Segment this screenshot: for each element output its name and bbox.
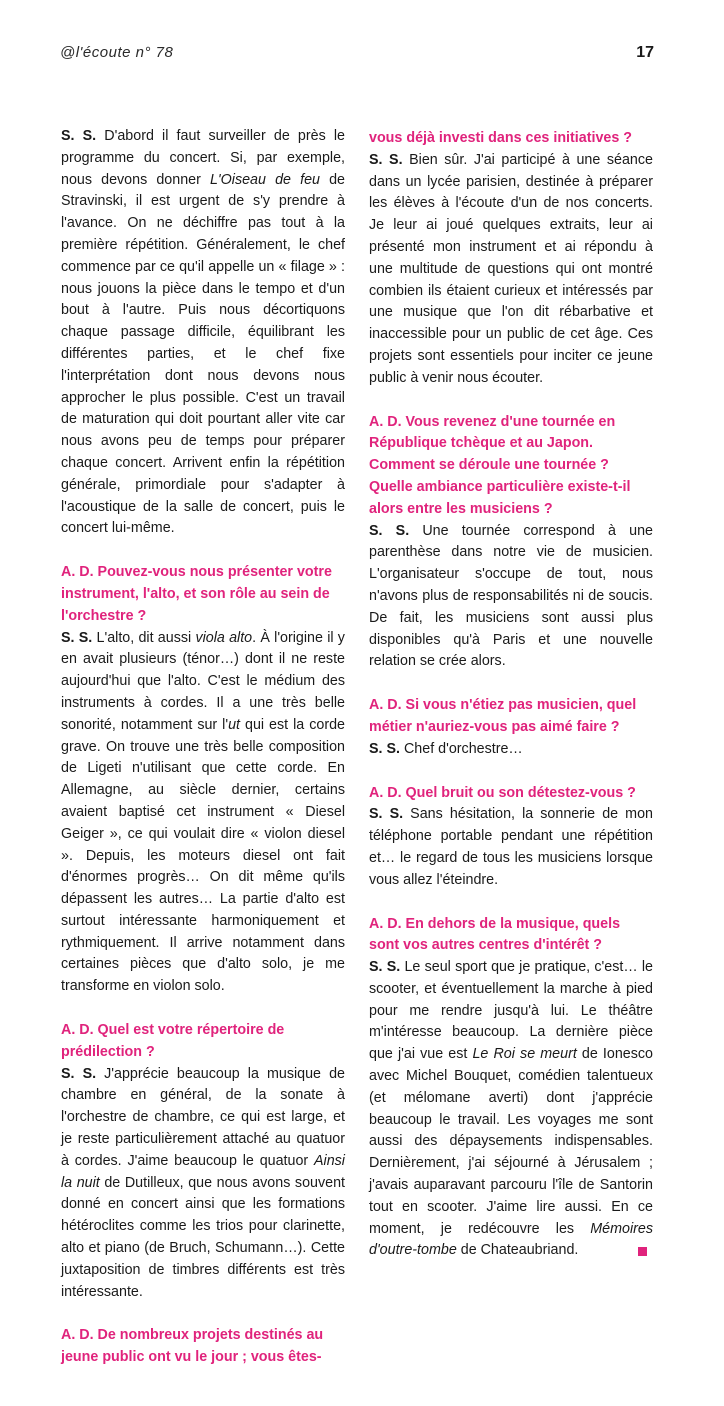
page-number: 17	[636, 44, 654, 61]
answer-2: S. S. L'alto, dit aussi viola alto. À l'origine il y en avait plusieurs (ténor…) dont il ne reste aujourd'hui que l'alto. C'est le médium des instruments à cordes. Il a une très belle sonorité, notamment sur l'ut qui est la corde grave. On trouve une très belle composition de Ligeti n'utilisant que cette corde. En Allemagne, au siècle dernier, certains avaient baptisé cet instrument « Diesel Geiger », ce qui voulait dire « violon diesel ». Depuis, les moteurs diesel ont fait d'énormes progrès… On dit même qu'ils dépassent les autres… La partie d'alto est surtout intéressante harmoniquement et rythmiquement. Il arrive notamment dans certaines pièces que d'alto solo, je me transforme en violon solo.	[61, 629, 345, 995]
speaker-label: S. S.	[61, 629, 93, 646]
speaker-label: S. S.	[369, 740, 400, 757]
answer-4: S. S. Bien sûr. J'ai participé à une séance dans un lycée parisien, destinée à préparer les élèves à l'écoute d'un de nos concerts. Je leur ai joué quelques extraits, leur ai présenté mon instrument et ai répondu à une multitude de questions qui ont montré combien ils étaient curieux et intéressés par une musique que l'on dit rébarbative et inaccessible pour un public de cet âge. Ces projets sont essentiels pour inciter ce jeune public à venir nous écouter.	[369, 151, 653, 386]
speaker-label: S. S.	[369, 522, 410, 539]
speaker-label: S. S.	[61, 1065, 97, 1082]
speaker-label: S. S.	[369, 959, 401, 976]
question-7: A. D. Quel bruit ou son détestez-vous ?	[369, 784, 636, 801]
question-5: A. D. Vous revenez d'une tournée en République tchèque et au Japon. Comment se déroule une tournée ? Quelle ambiance particulière existe-t-il alors entre les musiciens ?	[369, 413, 631, 517]
speaker-label: S. S.	[369, 806, 404, 823]
left-column	[61, 126, 345, 1369]
question-4: A. D. De nombreux projets destinés au jeune public ont vu le jour ; vous êtes-	[61, 1327, 324, 1366]
question-8: A. D. En dehors de la musique, quels sont vos autres centres d'intérêt ?	[369, 915, 621, 954]
question-6: A. D. Si vous n'étiez pas musicien, quel métier n'auriez-vous pas aimé faire ?	[369, 697, 637, 735]
answer-1: S. S. D'abord il faut surveiller de près le programme du concert. Si, par exemple, nous devons donner L'Oiseau de feu de Stravinski, il est urgent de s'y prendre à l'avance. On ne déchiffre pas tout à la première répétition. Généralement, le chef commence par ce qu'il appelle un « filage » : nous jouons la pièce dans le tempo et d'un bout à l'autre. Puis nous décortiquons chaque passage difficile, équilibrant les différentes parties, et le chef fixe l'interprétation dont nous devons nous approcher le plus possible. C'est un travail de maturation qui doit pourtant aller vite car nous avons peu de temps pour préparer chaque concert. Arrivent enfin la répétition générale, primordiale pour s'adapter à l'acoustique de la salle de concert, puis le concert lui-même.	[61, 128, 346, 537]
magazine-title: @l'écoute n° 78	[60, 44, 174, 61]
speaker-label: S. S.	[369, 151, 403, 168]
answer-6: S. S. Chef d'orchestre…	[369, 740, 523, 757]
answer-5: S. S. Une tournée correspond à une parenthèse dans notre vie de musicien. L'organisateur s'occupe de tout, nous n'avons plus de responsabilités ni de soucis. De fait, les musiciens sont aussi plus disponibles qu'à Paris et une nouvelle relation se crée alors.	[369, 522, 653, 670]
end-of-article-square-icon	[638, 1247, 647, 1256]
question-3: A. D. Quel est votre répertoire de prédilection ?	[61, 1022, 285, 1060]
question-4-continued: vous déjà investi dans ces initiatives ?	[369, 130, 633, 146]
answer-8: S. S. Le seul sport que je pratique, c'est… le scooter, et éventuellement la marche à pied pour me rendre jusqu'à lui. Le théâtre m'intéresse beaucoup. La dernière pièce que j'ai vue est Le Roi se meurt de Ionesco avec Michel Bouquet, comédien talentueux (et mélomane averti) dont j'apprécie beaucoup le travail. Les voyages me sont aussi des dépaysements indispensables. Dernièrement, j'ai séjourné à Jérusalem ; j'avais auparavant parcouru l'île de Santorin tout en scooter. J'aime lire aussi. En ce moment, je redécouvre les Mémoires d'outre-tombe de Chateaubriand.	[369, 959, 654, 1259]
answer-3: S. S. J'apprécie beaucoup la musique de chambre en général, de la sonate à l'orchestre de chambre, ce qui est large, et je reste particulièrement attaché au quatuor à cordes. J'aime beaucoup le quatuor Ainsi la nuit de Dutilleux, que nous avons souvent donné en concert ainsi que les formations hétéroclites comme les trios pour clarinette, alto et piano (de Bruch, Schumann…). Cette juxtaposition de timbres différents est très intéressante.	[61, 1065, 345, 1300]
page-header	[60, 42, 654, 72]
answer-7: S. S. Sans hésitation, la sonnerie de mon téléphone portable pendant une répétition et… le regard de tous les musiciens lorsque vous allez l'éteindre.	[369, 806, 653, 888]
speaker-label: S. S.	[61, 128, 97, 144]
question-2: A. D. Pouvez-vous nous présenter votre instrument, l'alto, et son rôle au sein de l'orchestre ?	[61, 564, 332, 624]
right-column	[369, 128, 653, 1262]
